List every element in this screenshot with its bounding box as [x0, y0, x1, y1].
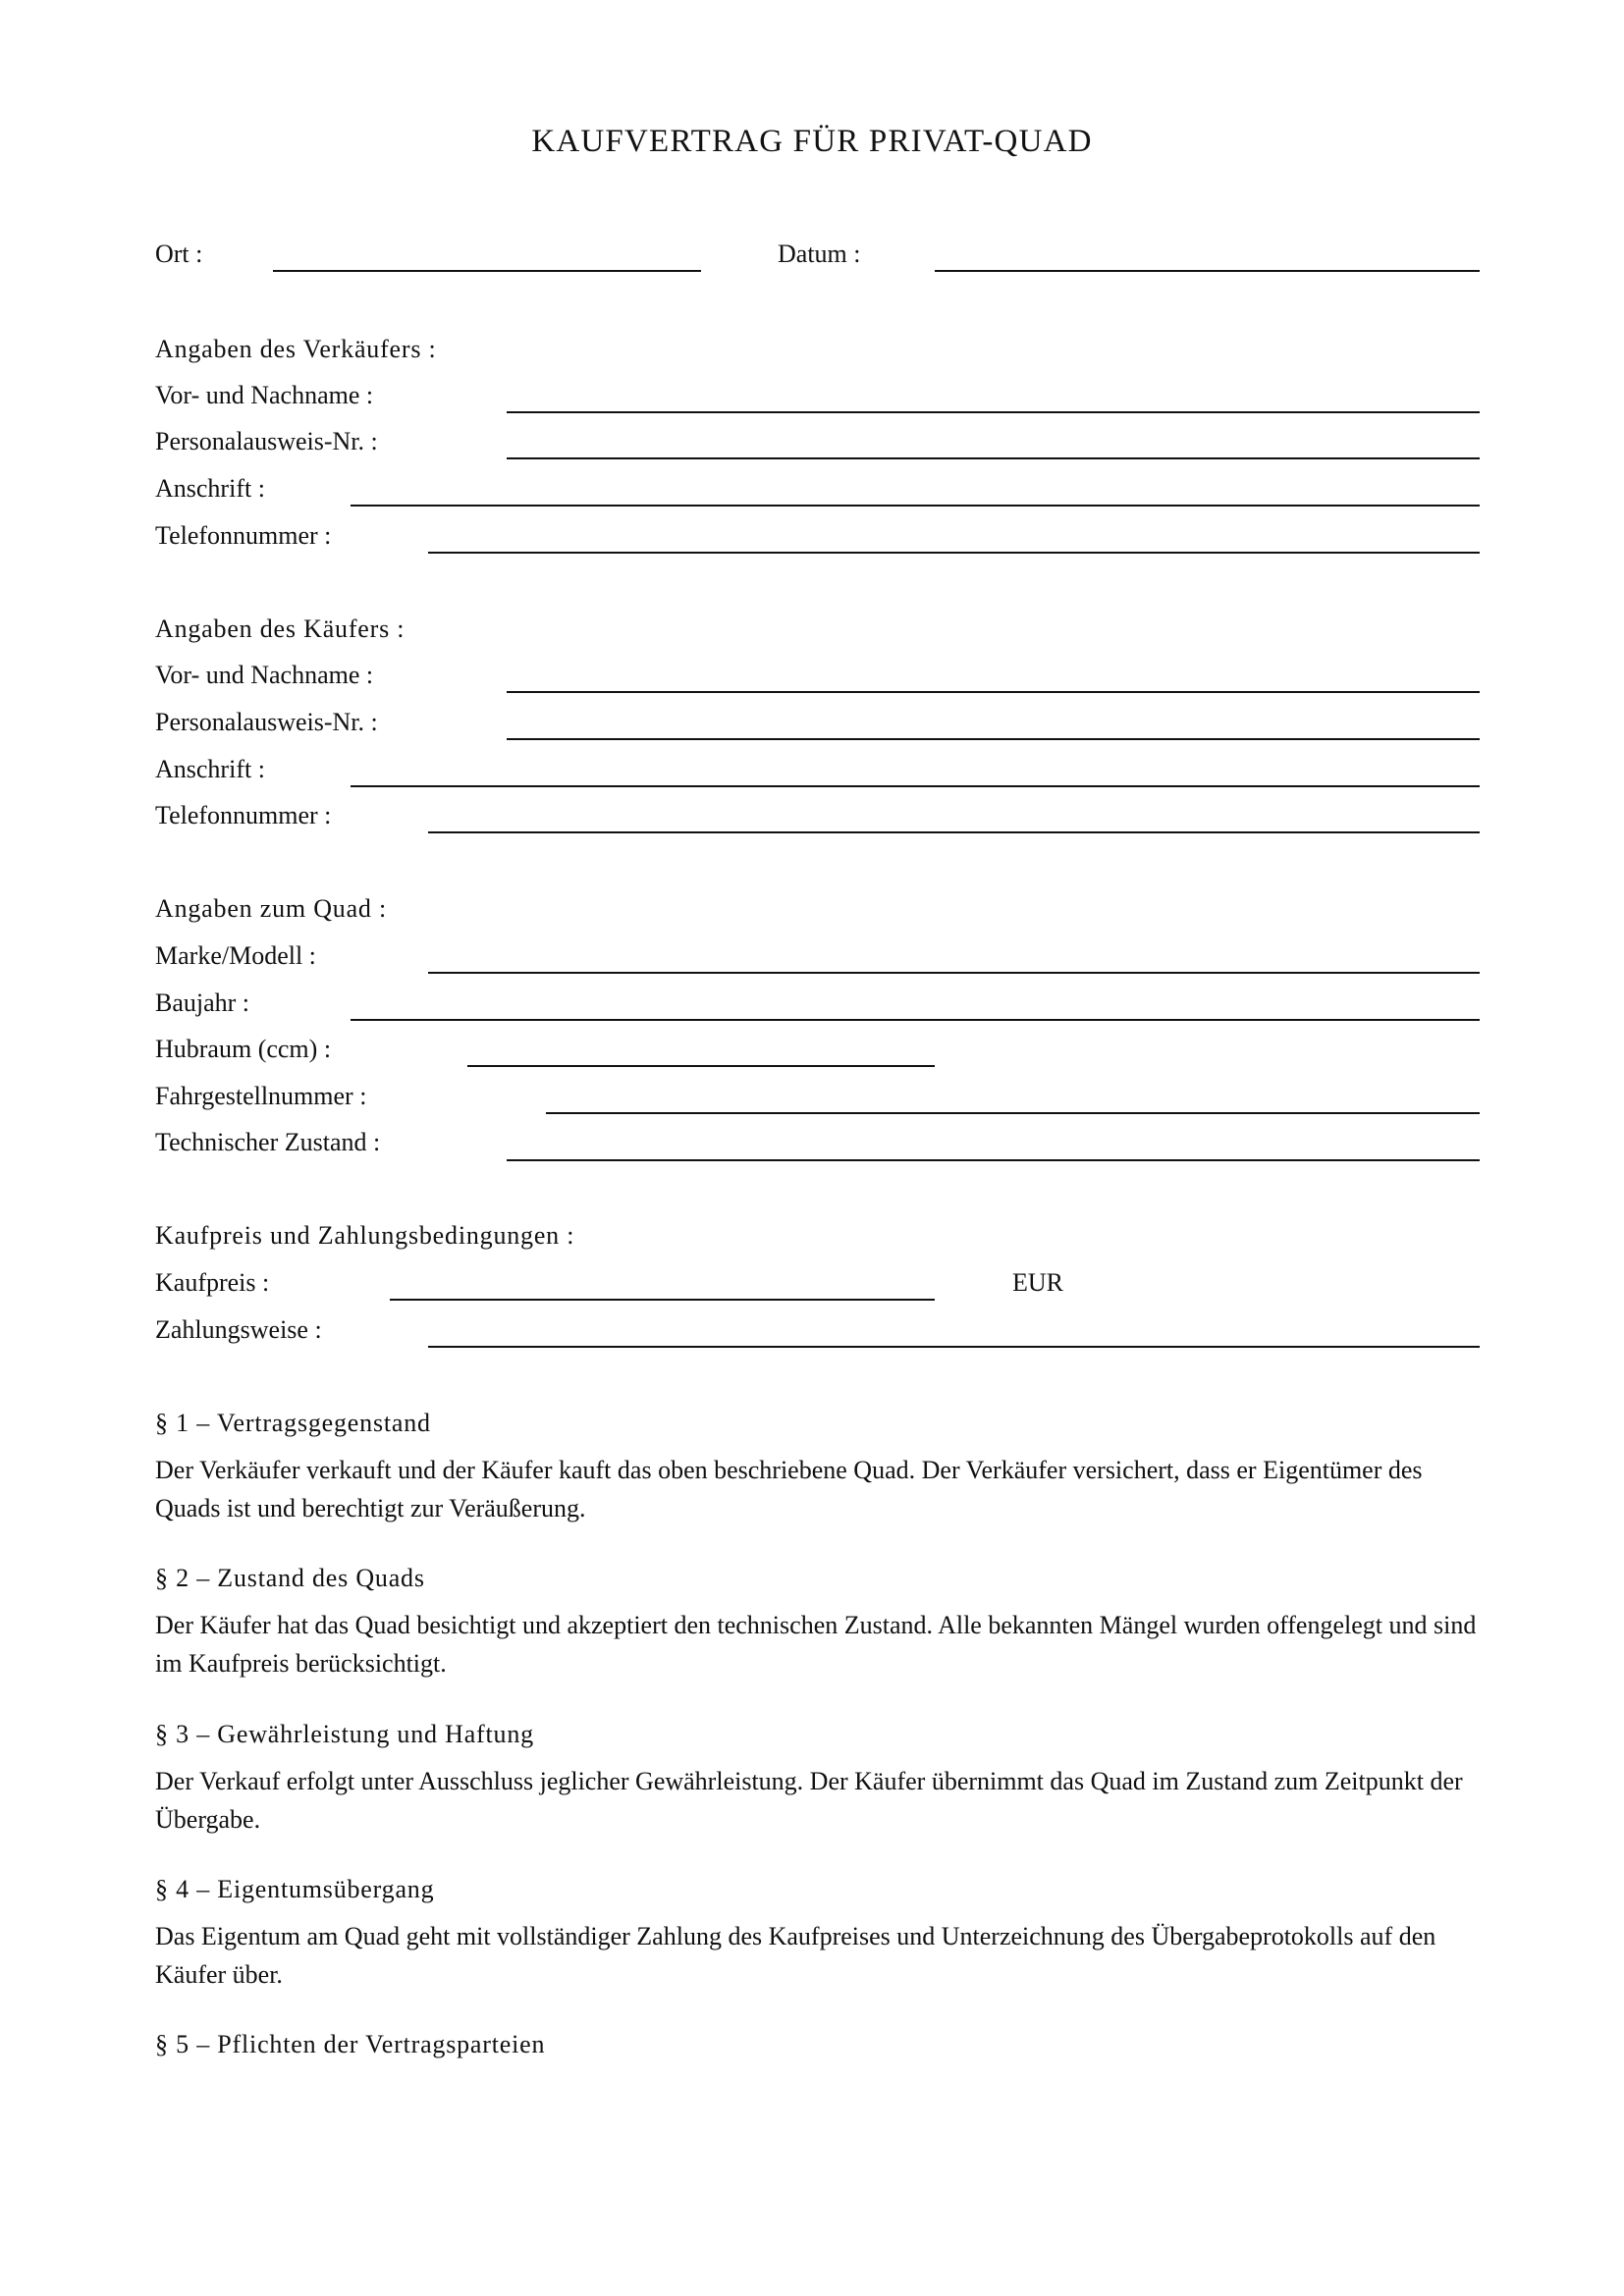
date-field[interactable]: [935, 270, 1480, 272]
quad-year-field[interactable]: [351, 1019, 1480, 1021]
quad-model-field[interactable]: [428, 972, 1480, 974]
payment-heading: Kaufpreis und Zahlungsbedingungen :: [155, 1221, 575, 1250]
section-3-text: Der Verkauf erfolgt unter Ausschluss jeglicher Gewährleistung. Der Käufer übernimmt das Quad im Zustand zum Zeitpunkt der Übergabe.: [155, 1767, 1463, 1834]
quad-condition-label: Technischer Zustand :: [155, 1128, 381, 1156]
buyer-id-field[interactable]: [507, 738, 1480, 740]
section-1-heading: § 1 – Vertragsgegenstand: [155, 1409, 431, 1437]
quad-year-label: Baujahr :: [155, 988, 250, 1017]
quad-vin-label: Fahrgestellnummer :: [155, 1082, 367, 1110]
section-2-text: Der Käufer hat das Quad besichtigt und akzeptiert den technischen Zustand. Alle bekannten Mängel wurden offengelegt und sind im Kaufpreis berücksichtigt.: [155, 1611, 1477, 1678]
seller-address-field[interactable]: [351, 505, 1480, 507]
date-label: Datum :: [778, 240, 861, 268]
buyer-phone-field[interactable]: [428, 831, 1480, 833]
quad-heading: Angaben zum Quad :: [155, 894, 388, 923]
price-label: Kaufpreis :: [155, 1268, 270, 1297]
buyer-heading: Angaben des Käufers :: [155, 614, 406, 643]
document-title: KAUFVERTRAG FÜR PRIVAT-QUAD: [531, 124, 1093, 159]
price-field[interactable]: [390, 1299, 935, 1301]
seller-heading: Angaben des Verkäufers :: [155, 335, 437, 363]
section-1-text: Der Verkäufer verkauft und der Käufer kauft das oben beschriebene Quad. Der Verkäufer versichert, dass er Eigentümer des Quads ist und berechtigt zur Veräußerung.: [155, 1456, 1423, 1522]
buyer-phone-label: Telefonnummer :: [155, 801, 332, 829]
section-5-heading: § 5 – Pflichten der Vertragsparteien: [155, 2030, 546, 2058]
seller-id-label: Personalausweis-Nr. :: [155, 427, 378, 455]
quad-vin-field[interactable]: [546, 1112, 1480, 1114]
seller-name-label: Vor- und Nachname :: [155, 381, 374, 409]
buyer-name-field[interactable]: [507, 691, 1480, 693]
buyer-address-field[interactable]: [351, 785, 1480, 787]
section-3-heading: § 3 – Gewährleistung und Haftung: [155, 1720, 534, 1748]
place-field[interactable]: [273, 270, 701, 272]
section-4-text: Das Eigentum am Quad geht mit vollständiger Zahlung des Kaufpreises und Unterzeichnung des Übergabeprotokolls auf den Käufer über.: [155, 1922, 1436, 1989]
payment-method-label: Zahlungsweise :: [155, 1315, 322, 1344]
payment-method-field[interactable]: [428, 1346, 1480, 1348]
quad-displacement-field[interactable]: [467, 1065, 935, 1067]
quad-model-label: Marke/Modell :: [155, 941, 316, 970]
currency-label: EUR: [1012, 1268, 1063, 1297]
seller-phone-label: Telefonnummer :: [155, 521, 332, 550]
buyer-address-label: Anschrift :: [155, 755, 265, 783]
seller-id-field[interactable]: [507, 457, 1480, 459]
quad-displacement-label: Hubraum (ccm) :: [155, 1035, 332, 1063]
seller-name-field[interactable]: [507, 411, 1480, 413]
section-4-heading: § 4 – Eigentumsübergang: [155, 1875, 435, 1903]
quad-condition-field[interactable]: [507, 1159, 1480, 1161]
seller-address-label: Anschrift :: [155, 474, 265, 503]
place-label: Ort :: [155, 240, 203, 268]
section-2-heading: § 2 – Zustand des Quads: [155, 1564, 425, 1592]
seller-phone-field[interactable]: [428, 552, 1480, 554]
buyer-name-label: Vor- und Nachname :: [155, 661, 374, 689]
buyer-id-label: Personalausweis-Nr. :: [155, 708, 378, 736]
